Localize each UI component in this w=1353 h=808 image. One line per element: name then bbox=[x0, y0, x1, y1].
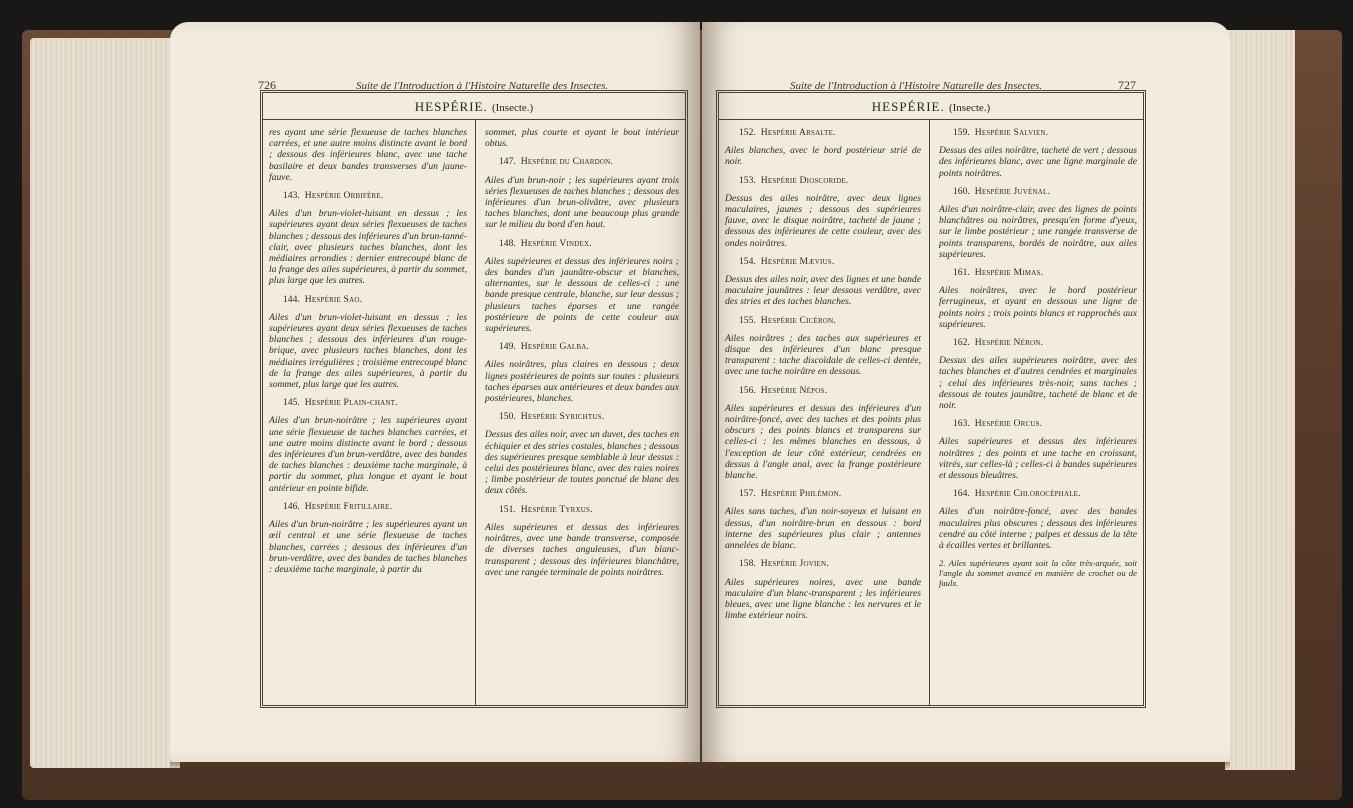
species-description: Ailes d'un brun-noirâtre ; les supérieures ayant un œil central et une série flexueuse de taches blanches, carrées ; dessous des inférieures d'un brun-verdâtre, avec des bandes de taches blanches : deuxième tache marginale, à partir du bbox=[269, 519, 467, 575]
species-name: Hespérie Fritillaire. bbox=[304, 500, 393, 512]
left-frame-title bbox=[263, 99, 685, 115]
species-heading bbox=[485, 411, 679, 422]
species-heading bbox=[725, 558, 921, 569]
species-number: 154. bbox=[739, 255, 756, 267]
species-heading bbox=[725, 175, 921, 186]
species-name: Hespérie Orbifère. bbox=[304, 190, 384, 202]
species-number: 155. bbox=[739, 314, 756, 326]
page-edges-right bbox=[1225, 30, 1295, 770]
right-title-rule bbox=[719, 119, 1143, 120]
left-title-subtitle: (Insecte.) bbox=[491, 102, 534, 114]
species-description: Ailes d'un noirâtre-clair, avec des lignes de points blanchâtres ou noirâtres, presqu'en forme d'yeux, sur le limbe postérieur ; une rangée transverse de points transparens, bordés de noirâtre, aux ailes supérieures. bbox=[939, 204, 1137, 260]
species-description: Dessus des ailes supérieures noirâtre, avec des taches blanches et d'autres cendrées et marginales ; celui des inférieures très-noir, sans taches ; dessous de toutes jaunâtre, tacheté de blanc et de noir. bbox=[939, 355, 1137, 412]
right-page bbox=[702, 22, 1230, 762]
species-description: Dessus des ailes noirâtre, tacheté de vert ; dessous des inférieures blanc, avec une ligne marginale de points noirâtres. bbox=[939, 145, 1137, 179]
species-name: Hespérie Plain-chant. bbox=[304, 397, 398, 409]
left-column-1 bbox=[269, 127, 467, 582]
species-description: Ailes noirâtres, avec le bord postérieur ferrugineux, et ayant en dessous une ligne de points noirs ; trois points blancs et rapprochés aux supérieures. bbox=[939, 285, 1137, 330]
right-column-2 bbox=[939, 127, 1137, 595]
left-page bbox=[170, 22, 700, 762]
species-number: 164. bbox=[953, 488, 970, 500]
left-running-head: Suite de l'Introduction à l'Histoire Naturelle des Insectes. bbox=[356, 80, 609, 92]
species-number: 146. bbox=[283, 500, 300, 512]
species-description: Dessus des ailes noirâtre, avec deux lignes maculaires, jaunes ; dessous des supérieures fauve, avec le disque noirâtre, tacheté de jaune ; dessous des inférieures de cette couleur, avec des ondes noirâtres. bbox=[725, 192, 921, 249]
species-number: 157. bbox=[739, 488, 756, 500]
right-column-rule bbox=[929, 120, 930, 705]
species-description: Ailes supérieures et dessus des inférieures noirâtres ; des points et une tache en croissant, vitrés, sur celles-là ; celles-ci à bandes supérieures et dessous bleuâtres. bbox=[939, 436, 1137, 482]
species-name: Hespérie Vindex. bbox=[520, 237, 592, 249]
species-number: 145. bbox=[283, 397, 300, 409]
species-name: Hespérie Sao. bbox=[304, 293, 363, 305]
species-number: 162. bbox=[953, 337, 970, 349]
species-name: Hespérie Chlorocéphale. bbox=[974, 488, 1081, 500]
species-description: Ailes supérieures et dessus des inférieures noirâtres, avec une bande transverse, composée de diverses taches anguleuses, d'un blanc-transparent ; dessous des inférieures blanchâtre, avec une rangée terminale de points noirâtres. bbox=[485, 521, 679, 578]
species-description: Ailes d'un brun-violet-luisant en dessus ; les supérieures ayant deux séries flexueuses de taches blanches ; dessous des inférieures d'un brun-tanné-clair, avec plusieurs taches blanches, dont les médiaires arrondies : dernier entrecoupé blanc de la frange des ailes supérieures, à partir du sommet, plus large que les autres. bbox=[269, 208, 467, 287]
species-number: 160. bbox=[953, 185, 970, 197]
species-name: Hespérie Mimas. bbox=[974, 267, 1044, 279]
species-heading bbox=[725, 315, 921, 326]
species-name: Hespérie Philémon. bbox=[760, 488, 842, 500]
species-heading bbox=[485, 504, 679, 515]
species-description: Ailes blanches, avec le bord postérieur strié de noir. bbox=[725, 145, 921, 168]
species-heading bbox=[485, 156, 679, 167]
species-number: 151. bbox=[499, 503, 516, 515]
page-bottom-shadow bbox=[170, 762, 1230, 770]
species-description: Ailes supérieures et dessus des inférieures d'un noirâtre-foncé, avec des taches et des points plus obscurs ; des points blancs et transparens sur celles-ci : les mêmes blanches en dessous, à l'exception de leur côté extérieur, cendrées en dessus à l'angle anal, avec la frange postérieure blanche. bbox=[725, 402, 921, 482]
right-frame bbox=[716, 90, 1146, 708]
species-heading bbox=[939, 127, 1137, 138]
species-heading bbox=[939, 488, 1137, 499]
species-description: Ailes supérieures noires, avec une bande maculaire d'un blanc-transparent ; les inférieures bleues, avec une ligne blanche : les nervures et le limbe extérieur noirs. bbox=[725, 576, 921, 622]
right-title-subtitle: (Insecte.) bbox=[948, 102, 991, 114]
species-heading bbox=[939, 186, 1137, 197]
species-number: 161. bbox=[953, 267, 970, 279]
species-number: 156. bbox=[739, 384, 756, 396]
species-number: 143. bbox=[283, 190, 300, 202]
species-number: 163. bbox=[953, 418, 970, 430]
page-edges-left bbox=[30, 38, 180, 768]
species-description: Ailes supérieures et dessus des inférieures noirs ; des bandes d'un jaunâtre-obscur et blanches, alternantes, sur le dessous de celles-ci : une bande presque centrale, blanche, sur leur dessus ; plusieurs taches éparses et une rangée postérieure de points de cette couleur aux supérieures. bbox=[485, 255, 679, 335]
species-number: 159. bbox=[953, 127, 970, 138]
species-heading bbox=[485, 238, 679, 249]
species-heading bbox=[485, 341, 679, 352]
species-number: 148. bbox=[499, 237, 516, 249]
species-name: Hespérie Népos. bbox=[760, 384, 828, 396]
species-name: Hespérie Galba. bbox=[520, 341, 590, 353]
right-running-head: Suite de l'Introduction à l'Histoire Naturelle des Insectes. bbox=[790, 80, 1043, 92]
species-description: Ailes d'un noirâtre-foncé, avec des bandes maculaires plus obscures ; dessous des inférieures cendré au côté interne ; palpes et dessus de la tête à écailles vertes et brillantes. bbox=[939, 506, 1137, 552]
species-description: Dessus des ailes noir, avec un duvet, des taches en échiquier et des stries costales, blanches ; dessous des supérieures presque semblable à leur dessus : celui des postérieures blanc, avec des raies noires ; limbe postérieur de toutes ponctué de blanc des deux côtés. bbox=[485, 429, 679, 497]
species-heading bbox=[269, 294, 467, 305]
species-description: sommet, plus courte et ayant le bout intérieur obtus. bbox=[485, 127, 679, 150]
left-title-genus: HESPÉRIE. bbox=[414, 99, 488, 114]
species-number: 144. bbox=[283, 293, 300, 305]
species-heading bbox=[725, 488, 921, 499]
species-number: 150. bbox=[499, 411, 516, 423]
species-description: Ailes d'un brun-noirâtre ; les supérieures ayant une série flexueuse de taches blanches carrées, et une autre moins distincte avant le bord ; dessous des inférieures d'un brun-verdâtre, avec des bandes de taches blanches : deuxième tache marginale, à partir du sommet, plus longue et ayant le bout antérieur en pointe bifide. bbox=[269, 415, 467, 494]
left-frame bbox=[260, 90, 688, 708]
species-heading bbox=[269, 397, 467, 408]
left-column-rule bbox=[475, 120, 476, 705]
species-name: Hespérie Mævius. bbox=[760, 255, 835, 267]
species-heading bbox=[725, 127, 921, 138]
species-name: Hespérie Néron. bbox=[974, 337, 1044, 349]
right-page-number: 727 bbox=[1118, 78, 1136, 92]
species-heading bbox=[939, 267, 1137, 278]
left-column-2 bbox=[485, 127, 679, 585]
left-title-rule bbox=[263, 119, 685, 120]
species-heading bbox=[939, 337, 1137, 348]
species-description: Ailes noirâtres, plus claires en dessous ; deux lignes postérieures de points sur toutes : plusieurs taches éparses aux antérieures et deux bandes aux postérieures, blanches. bbox=[485, 359, 679, 405]
species-heading bbox=[725, 256, 921, 267]
species-name: Hespérie Tyrxus. bbox=[520, 503, 593, 515]
species-name: Hespérie Cicéron. bbox=[760, 314, 836, 326]
right-title-genus: HESPÉRIE. bbox=[871, 99, 945, 114]
species-description: Ailes noirâtres ; des taches aux supérieures et disque des inférieures d'un blanc presque transparent : tache discoïdale de celles-ci dentée, avec une tache noirâtre en dessous. bbox=[725, 332, 921, 378]
species-number: 152. bbox=[739, 127, 756, 138]
species-name: Hespérie Orcus. bbox=[974, 418, 1043, 430]
right-frame-title bbox=[719, 99, 1143, 115]
species-number: 158. bbox=[739, 558, 756, 570]
species-name: Hespérie Arsalte. bbox=[760, 127, 836, 138]
species-number: 153. bbox=[739, 174, 756, 186]
section-note: 2. Ailes supérieures ayant soit la côte très-arquée, soit l'angle du sommet avancé en manière de crochet ou de faulx. bbox=[939, 558, 1137, 589]
species-name: Hespérie Dioscoride. bbox=[760, 174, 849, 186]
species-description: Dessus des ailes noir, avec des lignes et une bande maculaire jaunâtres : leur dessous verdâtre, avec des stries et des taches blanches. bbox=[725, 274, 921, 308]
species-description: Ailes d'un brun-violet-luisant en dessus ; les supérieures ayant deux séries flexueuses de taches blanches ; dessous des inférieures d'un rouge-brique, avec plusieurs taches blanches, dont les médiaires irrégulières ; troisième entrecoupé blanc de la frange des ailes supérieures, à partir du sommet, plus large que les autres. bbox=[269, 311, 467, 391]
species-heading bbox=[725, 385, 921, 396]
species-heading bbox=[269, 190, 467, 201]
species-description: Ailes d'un brun-noir ; les supérieures ayant trois séries flexueuses de taches blanches ; dessous des inférieures d'un brun-olivâtre, avec plusieurs taches blanches, dont une beaucoup plus grande sur le milieu du bord d'en haut. bbox=[485, 174, 679, 231]
species-name: Hespérie Jovien. bbox=[760, 558, 829, 570]
left-page-number: 726 bbox=[258, 78, 276, 92]
species-description: Ailes sans taches, d'un noir-soyeux et luisant en dessus, d'un noirâtre-brun en dessous : bord interne des supérieures plus clair ; antennes annelées de blanc. bbox=[725, 506, 921, 552]
species-name: Hespérie Syrichtus. bbox=[520, 411, 605, 423]
species-number: 149. bbox=[499, 341, 516, 353]
species-heading bbox=[269, 501, 467, 512]
species-name: Hespérie Juvénal. bbox=[974, 185, 1051, 197]
species-name: Hespérie du Chardon. bbox=[520, 156, 613, 168]
right-column-1 bbox=[725, 127, 921, 628]
species-name: Hespérie Salvien. bbox=[974, 127, 1049, 138]
species-number: 147. bbox=[499, 156, 516, 168]
species-heading bbox=[939, 418, 1137, 429]
species-description: res ayant une série flexueuse de taches blanches carrées, et une autre moins distincte avant le bord ; dessous des inférieures blanc, avec une tache basilaire et deux bandes transverses d'un jaune-fauve. bbox=[269, 127, 467, 183]
